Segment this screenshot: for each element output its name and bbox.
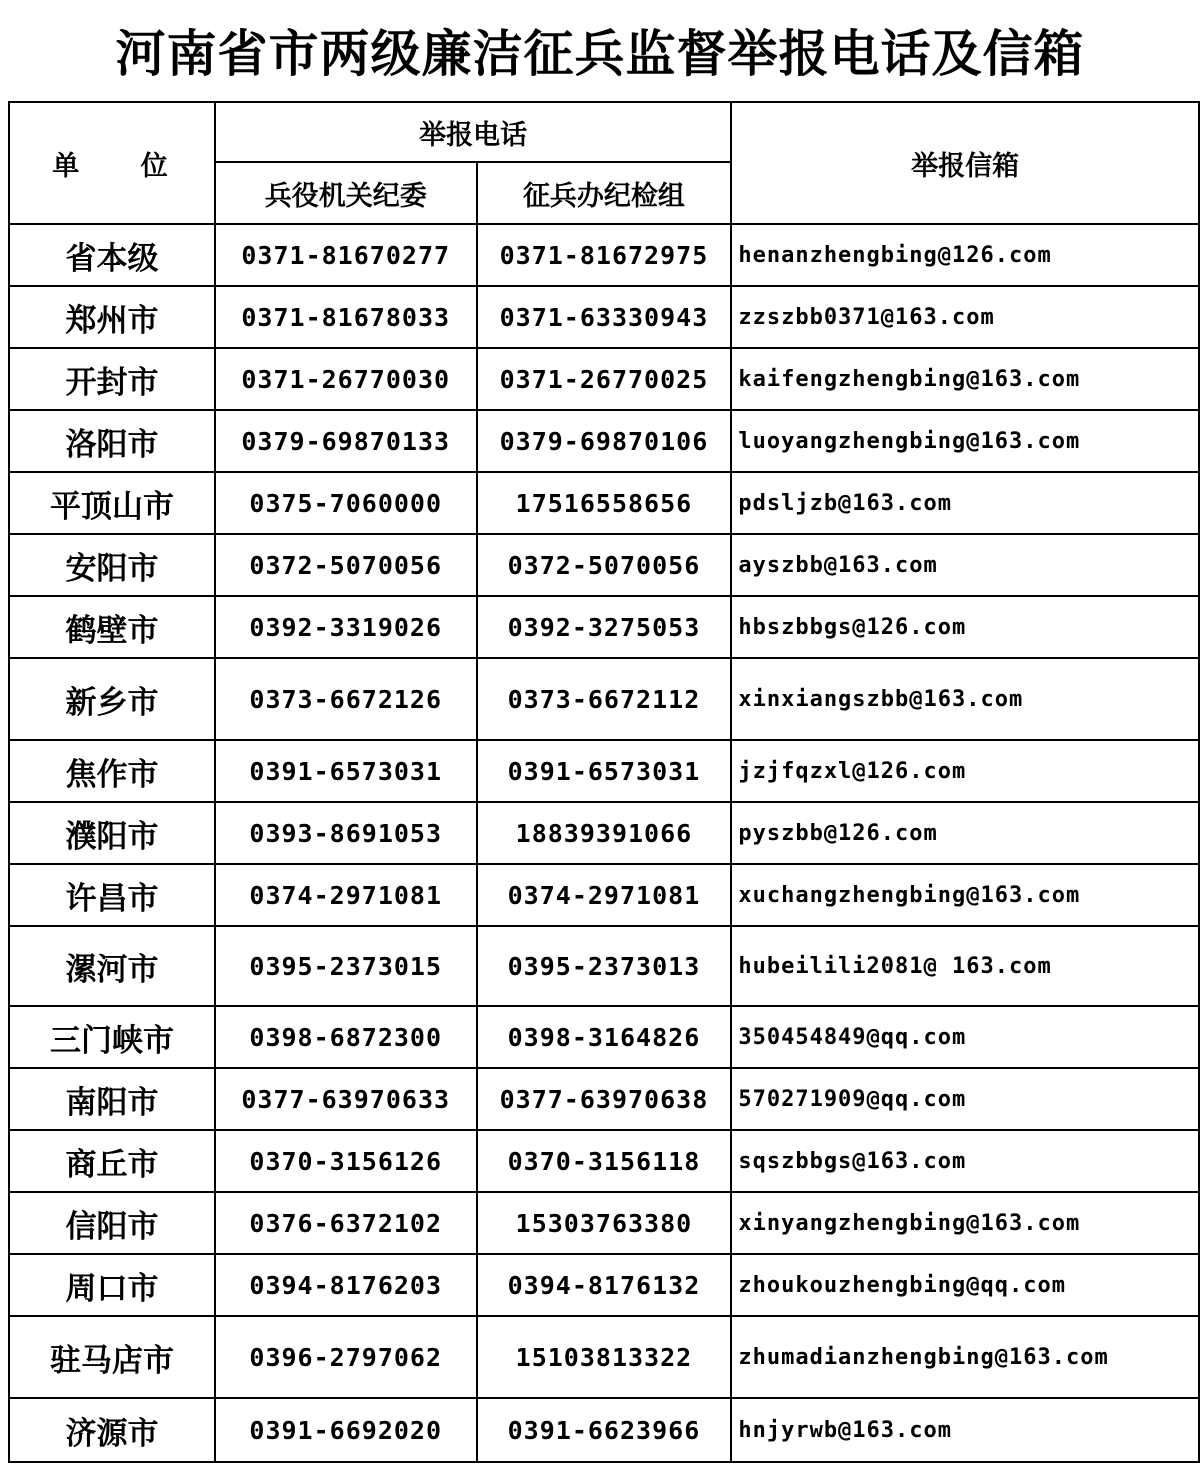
military-phone-cell: 0372-5070056 — [215, 534, 477, 596]
military-phone-cell: 0371-26770030 — [215, 348, 477, 410]
email-cell: hbszbbgs@126.com — [731, 596, 1199, 658]
office-phone-cell: 0395-2373013 — [477, 926, 732, 1006]
military-phone-cell: 0394-8176203 — [215, 1254, 477, 1316]
email-cell: xuchangzhengbing@163.com — [731, 864, 1199, 926]
military-phone-cell: 0373-6672126 — [215, 658, 477, 740]
office-phone-cell: 0371-63330943 — [477, 286, 732, 348]
military-phone-cell: 0377-63970633 — [215, 1068, 477, 1130]
table-row — [9, 1192, 1199, 1254]
office-phone-cell: 0377-63970638 — [477, 1068, 732, 1130]
table-row — [9, 926, 1199, 1006]
office-phone-cell: 0391-6573031 — [477, 740, 732, 802]
office-phone-cell: 0379-69870106 — [477, 410, 732, 472]
table-row — [9, 1398, 1199, 1462]
table-header — [9, 102, 1199, 224]
email-cell: pyszbb@126.com — [731, 802, 1199, 864]
unit-cell: 三门峡市 — [9, 1006, 215, 1068]
office-phone-cell: 0398-3164826 — [477, 1006, 732, 1068]
unit-cell: 信阳市 — [9, 1192, 215, 1254]
email-cell: henanzhengbing@126.com — [731, 224, 1199, 286]
office-phone-cell: 0370-3156118 — [477, 1130, 732, 1192]
table-row — [9, 1068, 1199, 1130]
table-row — [9, 410, 1199, 472]
military-phone-cell: 0395-2373015 — [215, 926, 477, 1006]
table-row — [9, 472, 1199, 534]
office-phone-cell: 0394-8176132 — [477, 1254, 732, 1316]
office-phone-cell: 0373-6672112 — [477, 658, 732, 740]
military-phone-cell: 0374-2971081 — [215, 864, 477, 926]
unit-cell: 洛阳市 — [9, 410, 215, 472]
unit-cell: 漯河市 — [9, 926, 215, 1006]
header-phone-group: 举报电话 — [215, 102, 731, 162]
unit-cell: 焦作市 — [9, 740, 215, 802]
table-row — [9, 596, 1199, 658]
unit-cell: 南阳市 — [9, 1068, 215, 1130]
office-phone-cell: 0374-2971081 — [477, 864, 732, 926]
unit-cell: 周口市 — [9, 1254, 215, 1316]
email-cell: sqszbbgs@163.com — [731, 1130, 1199, 1192]
table-row — [9, 224, 1199, 286]
email-cell: xinyangzhengbing@163.com — [731, 1192, 1199, 1254]
table-row — [9, 658, 1199, 740]
email-cell: jzjfqzxl@126.com — [731, 740, 1199, 802]
email-cell: xinxiangszbb@163.com — [731, 658, 1199, 740]
email-cell: 570271909@qq.com — [731, 1068, 1199, 1130]
table-body — [9, 224, 1199, 1462]
military-phone-cell: 0396-2797062 — [215, 1316, 477, 1398]
office-phone-cell: 0371-81672975 — [477, 224, 732, 286]
email-cell: ayszbb@163.com — [731, 534, 1199, 596]
report-table — [8, 101, 1200, 1463]
military-phone-cell: 0398-6872300 — [215, 1006, 477, 1068]
office-phone-cell: 18839391066 — [477, 802, 732, 864]
unit-cell: 济源市 — [9, 1398, 215, 1462]
military-phone-cell: 0370-3156126 — [215, 1130, 477, 1192]
military-phone-cell: 0379-69870133 — [215, 410, 477, 472]
military-phone-cell: 0371-81670277 — [215, 224, 477, 286]
email-cell: hubeilili2081@ 163.com — [731, 926, 1199, 1006]
office-phone-cell: 15103813322 — [477, 1316, 732, 1398]
office-phone-cell: 0371-26770025 — [477, 348, 732, 410]
unit-cell: 新乡市 — [9, 658, 215, 740]
table-row — [9, 1316, 1199, 1398]
unit-cell: 鹤壁市 — [9, 596, 215, 658]
unit-cell: 驻马店市 — [9, 1316, 215, 1398]
table-row — [9, 1254, 1199, 1316]
unit-cell: 省本级 — [9, 224, 215, 286]
military-phone-cell: 0371-81678033 — [215, 286, 477, 348]
table-row — [9, 348, 1199, 410]
office-phone-cell: 17516558656 — [477, 472, 732, 534]
office-phone-cell: 0392-3275053 — [477, 596, 732, 658]
military-phone-cell: 0391-6573031 — [215, 740, 477, 802]
office-phone-cell: 0391-6623966 — [477, 1398, 732, 1462]
table-row — [9, 740, 1199, 802]
military-phone-cell: 0391-6692020 — [215, 1398, 477, 1462]
unit-cell: 濮阳市 — [9, 802, 215, 864]
table-row — [9, 864, 1199, 926]
page-title: 河南省市两级廉洁征兵监督举报电话及信箱 — [115, 24, 1085, 83]
email-cell: zhumadianzhengbing@163.com — [731, 1316, 1199, 1398]
email-cell: pdsljzb@163.com — [731, 472, 1199, 534]
email-cell: kaifengzhengbing@163.com — [731, 348, 1199, 410]
table-row — [9, 802, 1199, 864]
table-row — [9, 1006, 1199, 1068]
military-phone-cell: 0376-6372102 — [215, 1192, 477, 1254]
header-mailbox: 举报信箱 — [731, 102, 1199, 224]
email-cell: zzszbb0371@163.com — [731, 286, 1199, 348]
unit-cell: 开封市 — [9, 348, 215, 410]
table-row — [9, 1130, 1199, 1192]
email-cell: 350454849@qq.com — [731, 1006, 1199, 1068]
office-phone-cell: 15303763380 — [477, 1192, 732, 1254]
email-cell: luoyangzhengbing@163.com — [731, 410, 1199, 472]
unit-cell: 安阳市 — [9, 534, 215, 596]
unit-cell: 商丘市 — [9, 1130, 215, 1192]
table-row — [9, 286, 1199, 348]
email-cell: hnjyrwb@163.com — [731, 1398, 1199, 1462]
header-phone-military: 兵役机关纪委 — [215, 162, 477, 224]
unit-cell: 平顶山市 — [9, 472, 215, 534]
military-phone-cell: 0393-8691053 — [215, 802, 477, 864]
office-phone-cell: 0372-5070056 — [477, 534, 732, 596]
unit-cell: 郑州市 — [9, 286, 215, 348]
table-row — [9, 534, 1199, 596]
email-cell: zhoukouzhengbing@qq.com — [731, 1254, 1199, 1316]
header-phone-office: 征兵办纪检组 — [477, 162, 732, 224]
military-phone-cell: 0375-7060000 — [215, 472, 477, 534]
header-unit: 单 位 — [9, 102, 215, 224]
military-phone-cell: 0392-3319026 — [215, 596, 477, 658]
unit-cell: 许昌市 — [9, 864, 215, 926]
